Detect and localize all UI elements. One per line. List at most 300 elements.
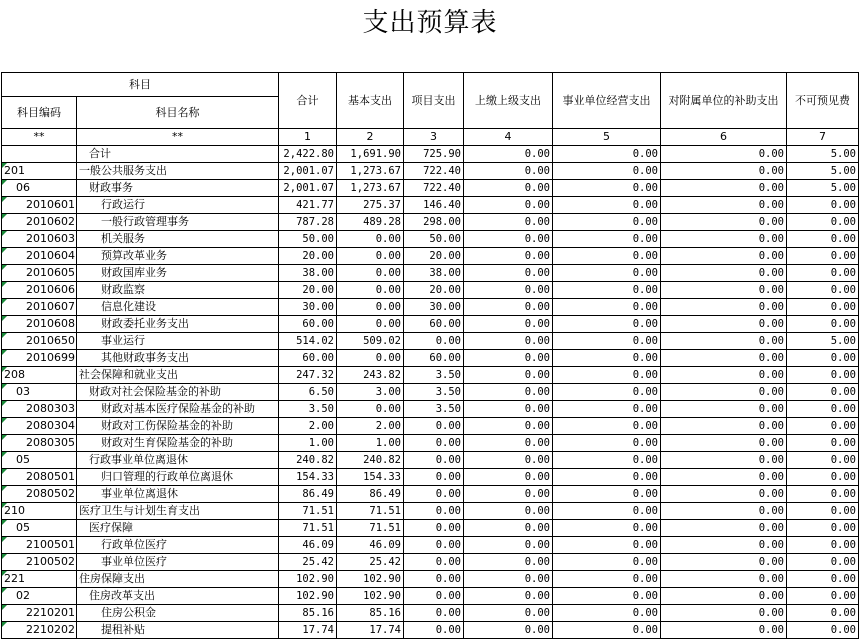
cell-business[interactable]: 0.00 (553, 282, 661, 299)
cell-name[interactable]: 合计 (77, 146, 279, 163)
cell-business[interactable]: 0.00 (553, 384, 661, 401)
cell-total[interactable]: 6.50 (279, 384, 337, 401)
cell-reserve[interactable]: 0.00 (787, 571, 859, 588)
table-row[interactable] (2, 146, 859, 163)
cell-business[interactable]: 0.00 (553, 214, 661, 231)
cell-business[interactable]: 0.00 (553, 350, 661, 367)
cell-code[interactable]: 2010601 (2, 197, 77, 214)
cell-reserve[interactable]: 5.00 (787, 163, 859, 180)
table-row[interactable] (2, 316, 859, 333)
cell-basic[interactable]: 2.00 (337, 418, 404, 435)
cell-total[interactable]: 50.00 (279, 231, 337, 248)
cell-subsidy[interactable]: 0.00 (661, 622, 787, 639)
cell-upper[interactable]: 0.00 (464, 520, 553, 537)
cell-subsidy[interactable]: 0.00 (661, 571, 787, 588)
cell-reserve[interactable]: 0.00 (787, 214, 859, 231)
cell-subsidy[interactable]: 0.00 (661, 265, 787, 282)
table-row[interactable] (2, 622, 859, 639)
cell-total[interactable]: 2,001.07 (279, 163, 337, 180)
header-index-3: 3 (404, 129, 464, 146)
cell-code[interactable]: 2210202 (2, 622, 77, 639)
cell-name[interactable]: 事业单位离退休 (77, 486, 279, 503)
cell-name[interactable]: 事业运行 (77, 333, 279, 350)
cell-name[interactable]: 行政单位医疗 (77, 537, 279, 554)
table-row[interactable] (2, 503, 859, 520)
cell-reserve[interactable]: 0.00 (787, 231, 859, 248)
cell-business[interactable]: 0.00 (553, 401, 661, 418)
cell-code[interactable]: 06 (2, 180, 77, 197)
cell-name[interactable]: 一般行政管理事务 (77, 214, 279, 231)
cell-total[interactable]: 2,001.07 (279, 180, 337, 197)
cell-total[interactable]: 71.51 (279, 520, 337, 537)
table-row[interactable] (2, 554, 859, 571)
cell-code[interactable]: 2010650 (2, 333, 77, 350)
cell-basic[interactable]: 86.49 (337, 486, 404, 503)
cell-reserve[interactable]: 0.00 (787, 282, 859, 299)
cell-upper[interactable]: 0.00 (464, 435, 553, 452)
cell-upper[interactable]: 0.00 (464, 622, 553, 639)
cell-subsidy[interactable]: 0.00 (661, 503, 787, 520)
cell-code[interactable]: 2080304 (2, 418, 77, 435)
cell-code[interactable]: 2010606 (2, 282, 77, 299)
cell-total[interactable]: 20.00 (279, 248, 337, 265)
cell-total[interactable]: 154.33 (279, 469, 337, 486)
cell-business[interactable]: 0.00 (553, 520, 661, 537)
cell-upper[interactable]: 0.00 (464, 316, 553, 333)
cell-upper[interactable]: 0.00 (464, 469, 553, 486)
cell-subsidy[interactable]: 0.00 (661, 418, 787, 435)
cell-project[interactable]: 0.00 (404, 554, 464, 571)
cell-code[interactable]: 2100502 (2, 554, 77, 571)
cell-subsidy[interactable]: 0.00 (661, 248, 787, 265)
cell-upper[interactable]: 0.00 (464, 537, 553, 554)
cell-project[interactable]: 0.00 (404, 571, 464, 588)
cell-basic[interactable]: 0.00 (337, 401, 404, 418)
cell-reserve[interactable]: 0.00 (787, 469, 859, 486)
cell-subsidy[interactable]: 0.00 (661, 197, 787, 214)
cell-upper[interactable]: 0.00 (464, 554, 553, 571)
cell-total[interactable]: 787.28 (279, 214, 337, 231)
cell-code[interactable]: 05 (2, 452, 77, 469)
cell-upper[interactable]: 0.00 (464, 231, 553, 248)
cell-upper[interactable]: 0.00 (464, 401, 553, 418)
table-row[interactable] (2, 605, 859, 622)
cell-basic[interactable]: 240.82 (337, 452, 404, 469)
cell-subsidy[interactable]: 0.00 (661, 537, 787, 554)
cell-reserve[interactable]: 0.00 (787, 418, 859, 435)
table-row[interactable] (2, 537, 859, 554)
cell-basic[interactable]: 1,273.67 (337, 180, 404, 197)
cell-total[interactable]: 102.90 (279, 588, 337, 605)
cell-project[interactable]: 0.00 (404, 486, 464, 503)
table-row[interactable] (2, 248, 859, 265)
cell-business[interactable]: 0.00 (553, 248, 661, 265)
cell-business[interactable]: 0.00 (553, 554, 661, 571)
cell-name[interactable]: 行政事业单位离退休 (77, 452, 279, 469)
table-row[interactable] (2, 231, 859, 248)
cell-code[interactable]: 2080502 (2, 486, 77, 503)
cell-business[interactable]: 0.00 (553, 163, 661, 180)
cell-reserve[interactable]: 0.00 (787, 248, 859, 265)
cell-total[interactable]: 247.32 (279, 367, 337, 384)
cell-basic[interactable]: 275.37 (337, 197, 404, 214)
cell-project[interactable]: 3.50 (404, 384, 464, 401)
cell-basic[interactable]: 509.02 (337, 333, 404, 350)
cell-code[interactable]: 2080501 (2, 469, 77, 486)
cell-business[interactable]: 0.00 (553, 265, 661, 282)
table-row[interactable] (2, 333, 859, 350)
cell-name[interactable]: 财政对基本医疗保险基金的补助 (77, 401, 279, 418)
cell-basic[interactable]: 0.00 (337, 316, 404, 333)
cell-business[interactable]: 0.00 (553, 333, 661, 350)
cell-reserve[interactable]: 0.00 (787, 435, 859, 452)
cell-reserve[interactable]: 0.00 (787, 384, 859, 401)
cell-project[interactable]: 20.00 (404, 282, 464, 299)
cell-reserve[interactable]: 0.00 (787, 588, 859, 605)
cell-upper[interactable]: 0.00 (464, 333, 553, 350)
cell-upper[interactable]: 0.00 (464, 367, 553, 384)
cell-subsidy[interactable]: 0.00 (661, 605, 787, 622)
cell-basic[interactable]: 17.74 (337, 622, 404, 639)
header-index-1: 1 (279, 129, 337, 146)
cell-project[interactable]: 725.90 (404, 146, 464, 163)
cell-code[interactable] (2, 146, 77, 163)
cell-business[interactable]: 0.00 (553, 588, 661, 605)
header-subject: 科目 (2, 73, 279, 97)
cell-total[interactable]: 17.74 (279, 622, 337, 639)
cell-total[interactable]: 514.02 (279, 333, 337, 350)
cell-total[interactable]: 60.00 (279, 350, 337, 367)
cell-total[interactable]: 2.00 (279, 418, 337, 435)
cell-total[interactable]: 240.82 (279, 452, 337, 469)
cell-code[interactable]: 2010605 (2, 265, 77, 282)
header-subsidy: 对附属单位的补助支出 (661, 73, 787, 129)
cell-basic[interactable]: 243.82 (337, 367, 404, 384)
table-row[interactable] (2, 299, 859, 316)
cell-name[interactable]: 其他财政事务支出 (77, 350, 279, 367)
cell-subsidy[interactable]: 0.00 (661, 486, 787, 503)
cell-name[interactable]: 财政委托业务支出 (77, 316, 279, 333)
table-row[interactable] (2, 486, 859, 503)
cell-subsidy[interactable]: 0.00 (661, 333, 787, 350)
cell-code[interactable]: 2010607 (2, 299, 77, 316)
cell-project[interactable]: 0.00 (404, 605, 464, 622)
cell-name[interactable]: 归口管理的行政单位离退休 (77, 469, 279, 486)
table-row[interactable] (2, 520, 859, 537)
cell-upper[interactable]: 0.00 (464, 503, 553, 520)
table-row[interactable] (2, 452, 859, 469)
cell-name[interactable]: 财政事务 (77, 180, 279, 197)
cell-project[interactable]: 38.00 (404, 265, 464, 282)
cell-upper[interactable]: 0.00 (464, 452, 553, 469)
cell-total[interactable]: 20.00 (279, 282, 337, 299)
cell-basic[interactable]: 46.09 (337, 537, 404, 554)
cell-basic[interactable]: 25.42 (337, 554, 404, 571)
cell-upper[interactable]: 0.00 (464, 197, 553, 214)
cell-reserve[interactable]: 0.00 (787, 622, 859, 639)
cell-code[interactable]: 221 (2, 571, 77, 588)
table-row[interactable] (2, 384, 859, 401)
cell-project[interactable]: 0.00 (404, 520, 464, 537)
cell-project[interactable]: 20.00 (404, 248, 464, 265)
cell-code[interactable]: 02 (2, 588, 77, 605)
cell-basic[interactable]: 0.00 (337, 265, 404, 282)
cell-reserve[interactable]: 0.00 (787, 367, 859, 384)
cell-basic[interactable]: 0.00 (337, 282, 404, 299)
cell-project[interactable]: 30.00 (404, 299, 464, 316)
cell-business[interactable]: 0.00 (553, 316, 661, 333)
cell-basic[interactable]: 0.00 (337, 350, 404, 367)
cell-total[interactable]: 71.51 (279, 503, 337, 520)
cell-name[interactable]: 住房保障支出 (77, 571, 279, 588)
cell-upper[interactable]: 0.00 (464, 588, 553, 605)
cell-code[interactable]: 2010602 (2, 214, 77, 231)
cell-subsidy[interactable]: 0.00 (661, 520, 787, 537)
cell-business[interactable]: 0.00 (553, 418, 661, 435)
cell-total[interactable]: 3.50 (279, 401, 337, 418)
cell-project[interactable]: 0.00 (404, 452, 464, 469)
table-row[interactable] (2, 588, 859, 605)
cell-reserve[interactable]: 0.00 (787, 299, 859, 316)
table-row[interactable] (2, 180, 859, 197)
cell-name[interactable]: 医疗保障 (77, 520, 279, 537)
table-row[interactable] (2, 571, 859, 588)
cell-business[interactable]: 0.00 (553, 367, 661, 384)
cell-subsidy[interactable]: 0.00 (661, 384, 787, 401)
table-row[interactable] (2, 265, 859, 282)
cell-name[interactable]: 财政对生育保险基金的补助 (77, 435, 279, 452)
cell-code[interactable]: 2010699 (2, 350, 77, 367)
cell-business[interactable]: 0.00 (553, 180, 661, 197)
cell-project[interactable]: 3.50 (404, 367, 464, 384)
cell-code[interactable]: 2080303 (2, 401, 77, 418)
cell-project[interactable]: 0.00 (404, 333, 464, 350)
cell-total[interactable]: 86.49 (279, 486, 337, 503)
cell-project[interactable]: 0.00 (404, 503, 464, 520)
cell-reserve[interactable]: 0.00 (787, 401, 859, 418)
cell-code[interactable]: 208 (2, 367, 77, 384)
cell-name[interactable]: 财政对社会保险基金的补助 (77, 384, 279, 401)
cell-reserve[interactable]: 0.00 (787, 265, 859, 282)
cell-subsidy[interactable]: 0.00 (661, 588, 787, 605)
cell-name[interactable]: 住房公积金 (77, 605, 279, 622)
cell-project[interactable]: 722.40 (404, 163, 464, 180)
table-row[interactable] (2, 350, 859, 367)
cell-total[interactable]: 38.00 (279, 265, 337, 282)
header-index-name: ** (77, 129, 279, 146)
cell-business[interactable]: 0.00 (553, 146, 661, 163)
cell-reserve[interactable]: 5.00 (787, 146, 859, 163)
cell-project[interactable]: 0.00 (404, 469, 464, 486)
cell-project[interactable]: 0.00 (404, 588, 464, 605)
cell-business[interactable]: 0.00 (553, 435, 661, 452)
cell-upper[interactable]: 0.00 (464, 214, 553, 231)
cell-code[interactable]: 210 (2, 503, 77, 520)
cell-subsidy[interactable]: 0.00 (661, 554, 787, 571)
cell-subsidy[interactable]: 0.00 (661, 214, 787, 231)
cell-total[interactable]: 60.00 (279, 316, 337, 333)
cell-name[interactable]: 住房改革支出 (77, 588, 279, 605)
cell-name[interactable]: 机关服务 (77, 231, 279, 248)
cell-subsidy[interactable]: 0.00 (661, 367, 787, 384)
cell-basic[interactable]: 102.90 (337, 571, 404, 588)
table-row[interactable] (2, 401, 859, 418)
cell-name[interactable]: 社会保障和就业支出 (77, 367, 279, 384)
cell-name[interactable]: 一般公共服务支出 (77, 163, 279, 180)
cell-basic[interactable]: 154.33 (337, 469, 404, 486)
cell-upper[interactable]: 0.00 (464, 282, 553, 299)
table-row[interactable] (2, 469, 859, 486)
cell-basic[interactable]: 489.28 (337, 214, 404, 231)
cell-basic[interactable]: 1.00 (337, 435, 404, 452)
cell-reserve[interactable]: 5.00 (787, 180, 859, 197)
cell-basic[interactable]: 102.90 (337, 588, 404, 605)
cell-business[interactable]: 0.00 (553, 231, 661, 248)
cell-upper[interactable]: 0.00 (464, 163, 553, 180)
cell-name[interactable]: 行政运行 (77, 197, 279, 214)
cell-subsidy[interactable]: 0.00 (661, 469, 787, 486)
cell-total[interactable]: 25.42 (279, 554, 337, 571)
cell-code[interactable]: 2010604 (2, 248, 77, 265)
cell-reserve[interactable]: 0.00 (787, 350, 859, 367)
cell-basic[interactable]: 0.00 (337, 299, 404, 316)
cell-upper[interactable]: 0.00 (464, 418, 553, 435)
cell-business[interactable]: 0.00 (553, 299, 661, 316)
cell-name[interactable]: 财政监察 (77, 282, 279, 299)
cell-basic[interactable]: 3.00 (337, 384, 404, 401)
cell-total[interactable]: 46.09 (279, 537, 337, 554)
cell-business[interactable]: 0.00 (553, 537, 661, 554)
cell-business[interactable]: 0.00 (553, 605, 661, 622)
cell-subsidy[interactable]: 0.00 (661, 282, 787, 299)
cell-code[interactable]: 2010608 (2, 316, 77, 333)
cell-code[interactable]: 2100501 (2, 537, 77, 554)
cell-project[interactable]: 0.00 (404, 537, 464, 554)
cell-basic[interactable]: 0.00 (337, 231, 404, 248)
cell-upper[interactable]: 0.00 (464, 146, 553, 163)
table-row[interactable] (2, 435, 859, 452)
cell-subsidy[interactable]: 0.00 (661, 350, 787, 367)
cell-project[interactable]: 298.00 (404, 214, 464, 231)
cell-reserve[interactable]: 0.00 (787, 520, 859, 537)
cell-upper[interactable]: 0.00 (464, 265, 553, 282)
cell-subsidy[interactable]: 0.00 (661, 435, 787, 452)
cell-reserve[interactable]: 0.00 (787, 537, 859, 554)
cell-reserve[interactable]: 0.00 (787, 554, 859, 571)
header-index-4: 4 (464, 129, 553, 146)
cell-subsidy[interactable]: 0.00 (661, 231, 787, 248)
cell-business[interactable]: 0.00 (553, 503, 661, 520)
cell-total[interactable]: 1.00 (279, 435, 337, 452)
cell-reserve[interactable]: 5.00 (787, 333, 859, 350)
cell-business[interactable]: 0.00 (553, 197, 661, 214)
cell-code[interactable]: 201 (2, 163, 77, 180)
cell-upper[interactable]: 0.00 (464, 605, 553, 622)
cell-project[interactable]: 60.00 (404, 350, 464, 367)
cell-project[interactable]: 722.40 (404, 180, 464, 197)
cell-code[interactable]: 2010603 (2, 231, 77, 248)
cell-reserve[interactable]: 0.00 (787, 503, 859, 520)
cell-reserve[interactable]: 0.00 (787, 605, 859, 622)
header-index-7: 7 (787, 129, 859, 146)
cell-code[interactable]: 05 (2, 520, 77, 537)
cell-upper[interactable]: 0.00 (464, 384, 553, 401)
cell-project[interactable]: 146.40 (404, 197, 464, 214)
cell-basic[interactable]: 1,273.67 (337, 163, 404, 180)
cell-basic[interactable]: 71.51 (337, 503, 404, 520)
table-row[interactable] (2, 163, 859, 180)
cell-name[interactable]: 事业单位医疗 (77, 554, 279, 571)
cell-name[interactable]: 提租补贴 (77, 622, 279, 639)
header-index-6: 6 (661, 129, 787, 146)
cell-total[interactable]: 102.90 (279, 571, 337, 588)
cell-basic[interactable]: 0.00 (337, 248, 404, 265)
cell-project[interactable]: 60.00 (404, 316, 464, 333)
cell-project[interactable]: 0.00 (404, 435, 464, 452)
cell-reserve[interactable]: 0.00 (787, 197, 859, 214)
cell-name[interactable]: 预算改革业务 (77, 248, 279, 265)
cell-subsidy[interactable]: 0.00 (661, 146, 787, 163)
cell-name[interactable]: 医疗卫生与计划生育支出 (77, 503, 279, 520)
header-basic: 基本支出 (337, 73, 404, 129)
cell-business[interactable]: 0.00 (553, 622, 661, 639)
cell-total[interactable]: 85.16 (279, 605, 337, 622)
cell-name[interactable]: 财政国库业务 (77, 265, 279, 282)
cell-reserve[interactable]: 0.00 (787, 486, 859, 503)
cell-project[interactable]: 50.00 (404, 231, 464, 248)
cell-project[interactable]: 0.00 (404, 622, 464, 639)
cell-upper[interactable]: 0.00 (464, 571, 553, 588)
cell-basic[interactable]: 85.16 (337, 605, 404, 622)
cell-subsidy[interactable]: 0.00 (661, 299, 787, 316)
table-row[interactable] (2, 282, 859, 299)
cell-name[interactable]: 财政对工伤保险基金的补助 (77, 418, 279, 435)
cell-basic[interactable]: 71.51 (337, 520, 404, 537)
table-row[interactable] (2, 367, 859, 384)
table-row[interactable] (2, 418, 859, 435)
cell-subsidy[interactable]: 0.00 (661, 401, 787, 418)
cell-upper[interactable]: 0.00 (464, 486, 553, 503)
cell-subsidy[interactable]: 0.00 (661, 180, 787, 197)
cell-business[interactable]: 0.00 (553, 486, 661, 503)
cell-upper[interactable]: 0.00 (464, 180, 553, 197)
cell-reserve[interactable]: 0.00 (787, 316, 859, 333)
cell-total[interactable]: 421.77 (279, 197, 337, 214)
page-title: 支出预算表 (362, 8, 498, 38)
cell-upper[interactable]: 0.00 (464, 248, 553, 265)
table-row[interactable] (2, 197, 859, 214)
cell-total[interactable]: 30.00 (279, 299, 337, 316)
cell-upper[interactable]: 0.00 (464, 299, 553, 316)
cell-business[interactable]: 0.00 (553, 452, 661, 469)
cell-business[interactable]: 0.00 (553, 469, 661, 486)
cell-code[interactable]: 2080305 (2, 435, 77, 452)
cell-code[interactable]: 03 (2, 384, 77, 401)
cell-project[interactable]: 0.00 (404, 418, 464, 435)
cell-code[interactable]: 2210201 (2, 605, 77, 622)
table-row[interactable] (2, 214, 859, 231)
cell-name[interactable]: 信息化建设 (77, 299, 279, 316)
cell-subsidy[interactable]: 0.00 (661, 316, 787, 333)
cell-total[interactable]: 2,422.80 (279, 146, 337, 163)
cell-basic[interactable]: 1,691.90 (337, 146, 404, 163)
cell-subsidy[interactable]: 0.00 (661, 452, 787, 469)
cell-reserve[interactable]: 0.00 (787, 452, 859, 469)
cell-business[interactable]: 0.00 (553, 571, 661, 588)
cell-subsidy[interactable]: 0.00 (661, 163, 787, 180)
cell-upper[interactable]: 0.00 (464, 350, 553, 367)
cell-project[interactable]: 3.50 (404, 401, 464, 418)
